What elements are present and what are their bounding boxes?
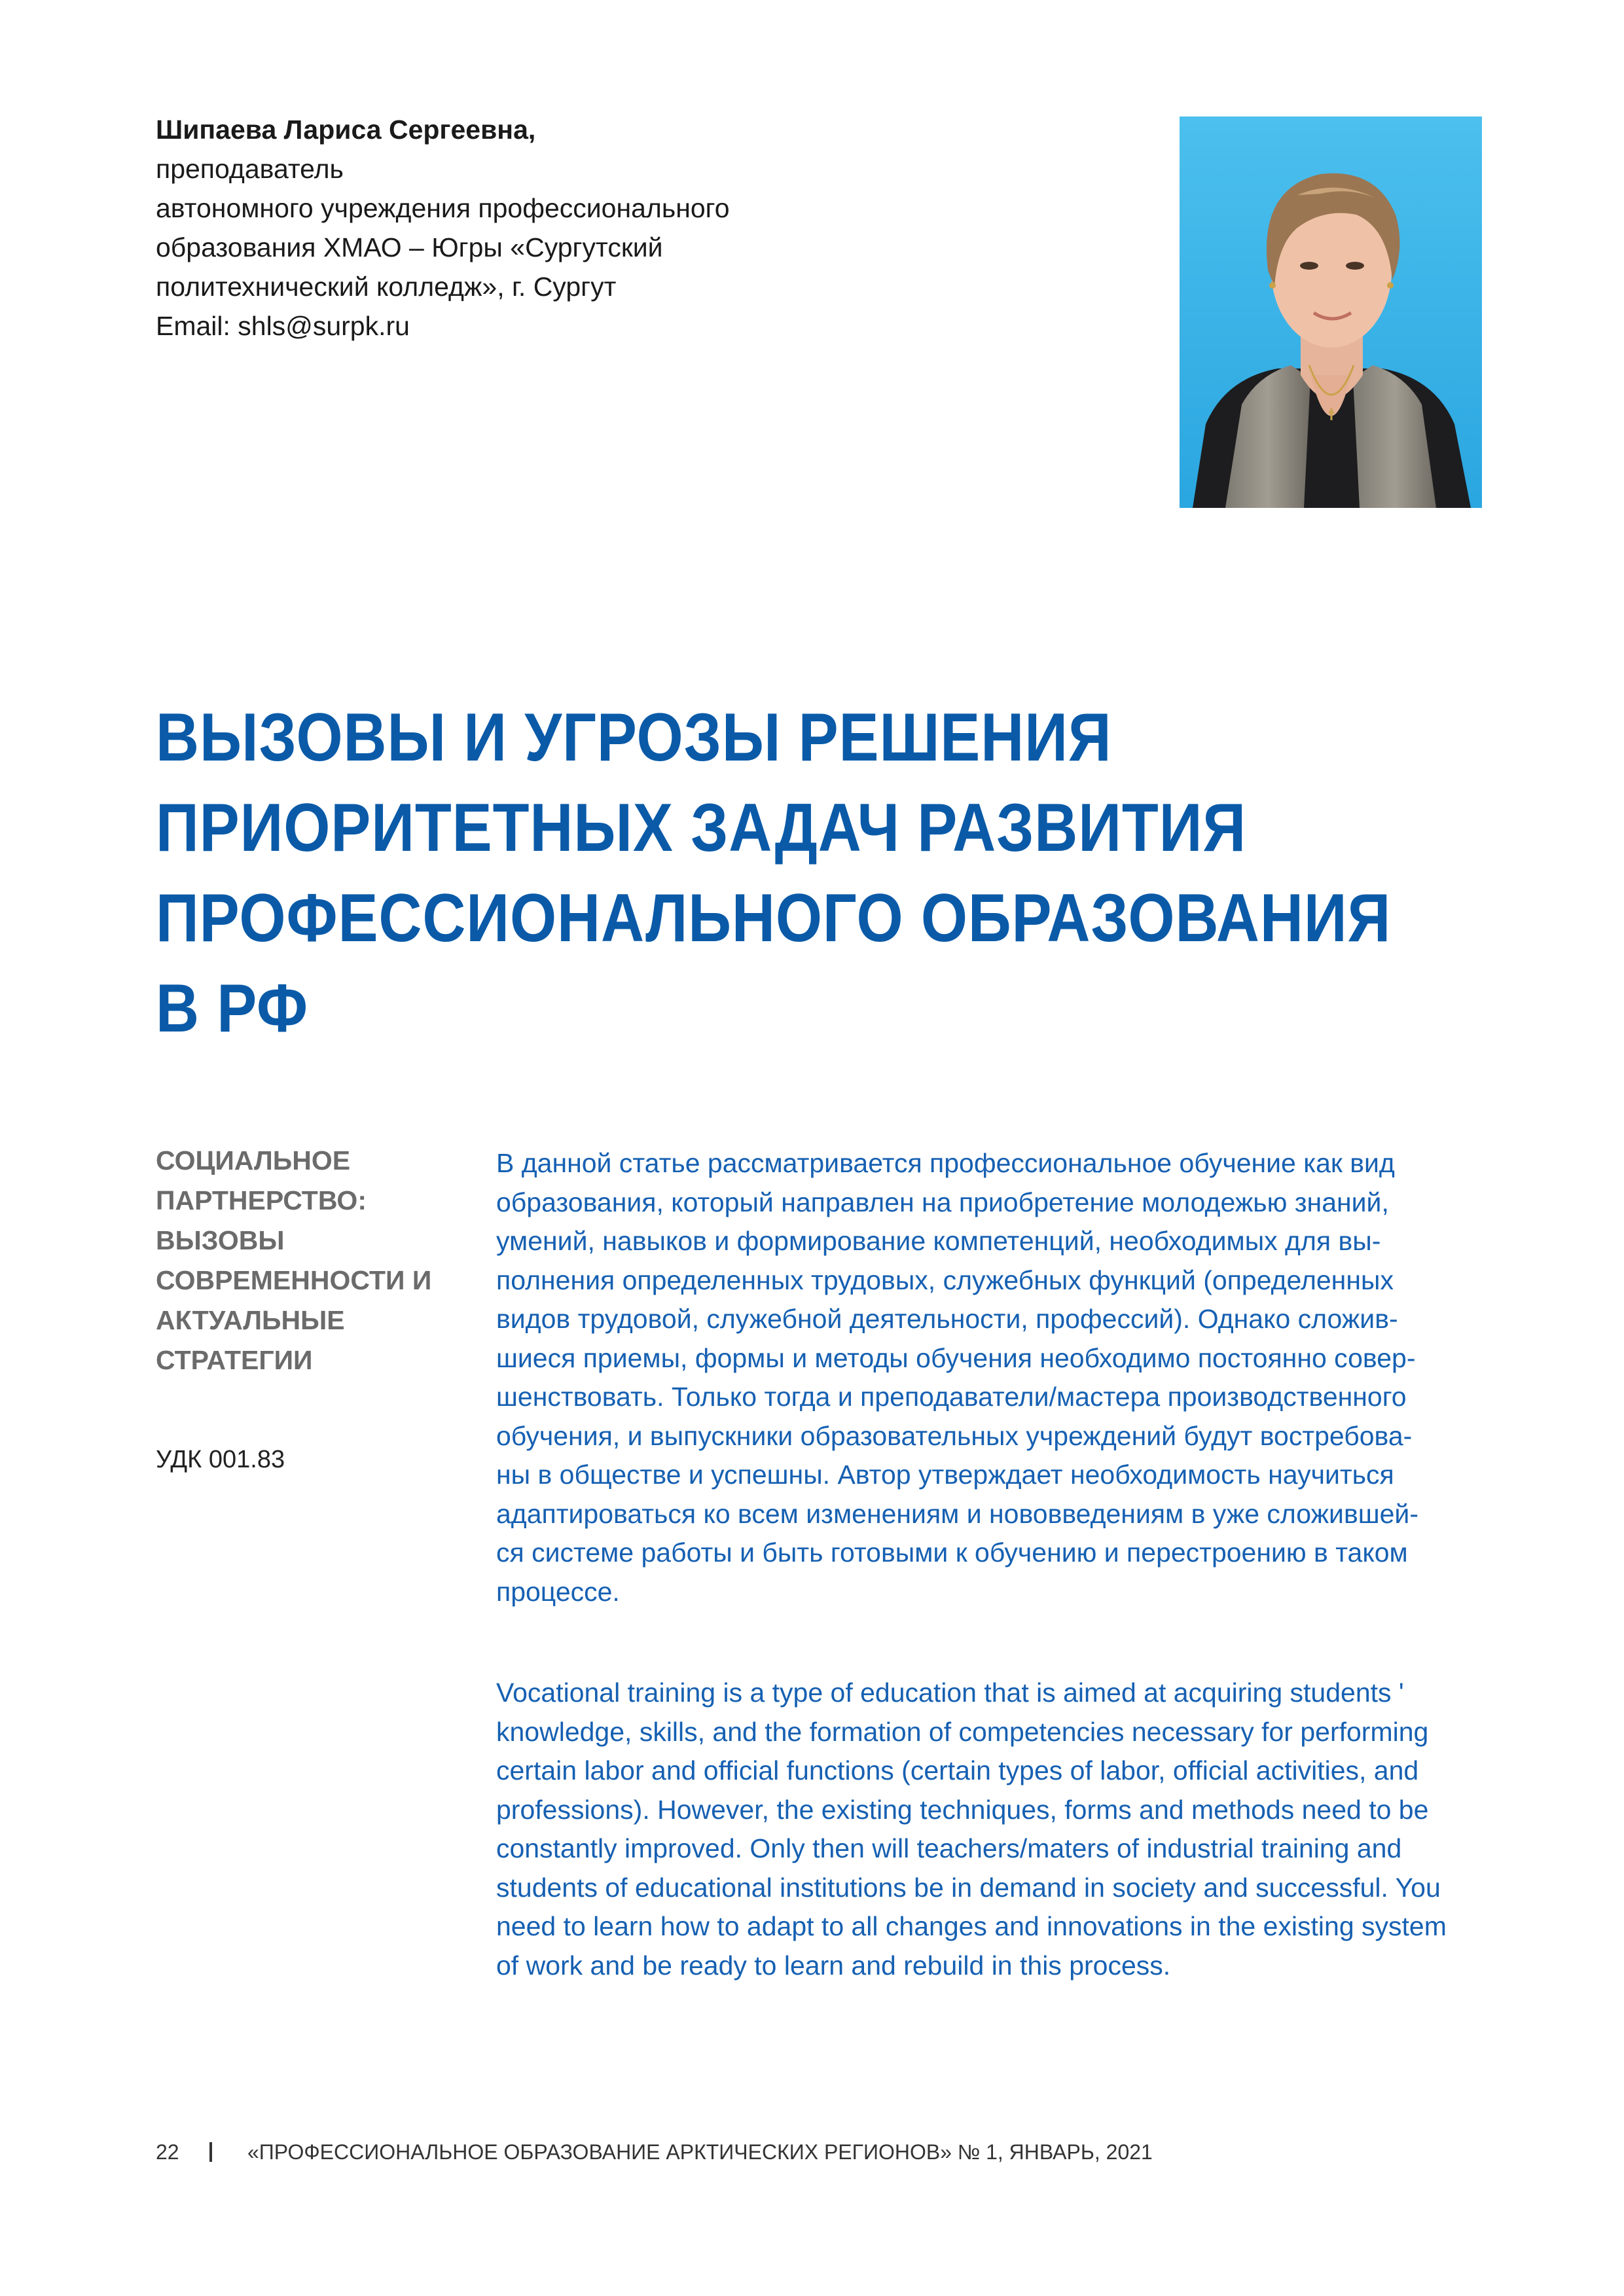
abstract-line: умений, навыков и формирование компетенций, необходимых для вы- xyxy=(496,1226,1381,1256)
abstract-line: В данной статье рассматривается профессиональное обучение как вид xyxy=(496,1148,1395,1178)
abstract-line: процессе. xyxy=(496,1576,620,1607)
section-heading xyxy=(156,1141,463,1380)
abstract-line: professions). However, the existing techniques, forms and methods need to be xyxy=(496,1794,1429,1825)
abstract-russian xyxy=(496,1144,1485,1611)
udk-code: УДК 001.83 xyxy=(156,1446,285,1473)
section-line: СТРАТЕГИИ xyxy=(156,1345,313,1375)
author-photo xyxy=(1180,117,1482,508)
abstract-line: knowledge, skills, and the formation of competencies necessary for performing xyxy=(496,1716,1429,1747)
abstract-line: шенствовать. Только тогда и преподаватели/мастера производственного xyxy=(496,1382,1407,1412)
abstract-line: certain labor and official functions (certain types of labor, official activities, and xyxy=(496,1755,1419,1785)
section-line: АКТУАЛЬНЫЕ xyxy=(156,1305,345,1335)
abstract-line: полнения определенных трудовых, служебных функций (определенных xyxy=(496,1265,1394,1295)
abstract-line: образования, который направлен на приобретение молодежью знаний, xyxy=(496,1187,1389,1217)
section-line: ВЫЗОВЫ xyxy=(156,1225,285,1255)
title-line: В РФ xyxy=(156,971,308,1047)
author-block xyxy=(156,110,1072,346)
title-line: ПРОФЕССИОНАЛЬНОГО ОБРАЗОВАНИЯ xyxy=(156,880,1392,956)
abstract-line: ны в обществе и успешны. Автор утверждает необходимость научиться xyxy=(496,1460,1394,1490)
title-line: ПРИОРИТЕТНЫХ ЗАДАЧ РАЗВИТИЯ xyxy=(156,790,1247,866)
abstract-line: students of educational institutions be in demand in society and successful. You xyxy=(496,1872,1441,1903)
author-email: Email: shls@surpk.ru xyxy=(156,311,410,341)
abstract-line: шиеся приемы, формы и методы обучения необходимо постоянно совер- xyxy=(496,1342,1416,1373)
page-number: 22 xyxy=(156,2140,179,2164)
article-title xyxy=(156,692,1392,1054)
journal-name: «ПРОФЕССИОНАЛЬНОЕ ОБРАЗОВАНИЕ АРКТИЧЕСКИХ РЕГИОНОВ» № 1, ЯНВАРЬ, 2021 xyxy=(247,2140,1153,2164)
paragraph-gap xyxy=(496,1611,1485,1674)
abstract-line: of work and be ready to learn and rebuild in this process. xyxy=(496,1950,1171,1981)
abstract-line: адаптироваться ко всем изменениям и нововведениям в уже сложившей- xyxy=(496,1498,1418,1529)
abstract-line: ся системе работы и быть готовыми к обучению и перестроению в таком xyxy=(496,1537,1408,1568)
author-affiliation-line-1: автономного учреждения профессионального xyxy=(156,193,730,223)
abstract-line: видов трудовой, служебной деятельности, профессий). Однако сложив- xyxy=(496,1304,1398,1334)
section-line: СОЦИАЛЬНОЕ xyxy=(156,1145,351,1175)
abstract-line: constantly improved. Only then will teachers/maters of industrial training and xyxy=(496,1833,1402,1863)
author-affiliation-line-3: политехнический колледж», г. Сургут xyxy=(156,272,617,302)
author-affiliation-line-2: образования ХМАО – Югры «Сургутский xyxy=(156,232,663,262)
author-portrait-image xyxy=(1180,117,1482,508)
abstract-line: need to learn how to adapt to all changes and innovations in the existing system xyxy=(496,1911,1447,1941)
abstract xyxy=(496,1144,1485,1985)
page-footer xyxy=(156,2139,1153,2165)
title-line: ВЫЗОВЫ И УГРОЗЫ РЕШЕНИЯ xyxy=(156,700,1112,776)
footer-separator xyxy=(209,2142,212,2162)
author-position: преподаватель xyxy=(156,154,344,184)
abstract-english xyxy=(496,1674,1485,1985)
abstract-line: Vocational training is a type of education that is aimed at acquiring students ' xyxy=(496,1677,1404,1708)
section-line: СОВРЕМЕННОСТИ И xyxy=(156,1265,432,1295)
section-line: ПАРТНЕРСТВО: xyxy=(156,1185,367,1215)
abstract-line: обучения, и выпускники образовательных учреждений будут востребова- xyxy=(496,1420,1413,1451)
author-name: Шипаева Лариса Сергеевна, xyxy=(156,115,536,145)
